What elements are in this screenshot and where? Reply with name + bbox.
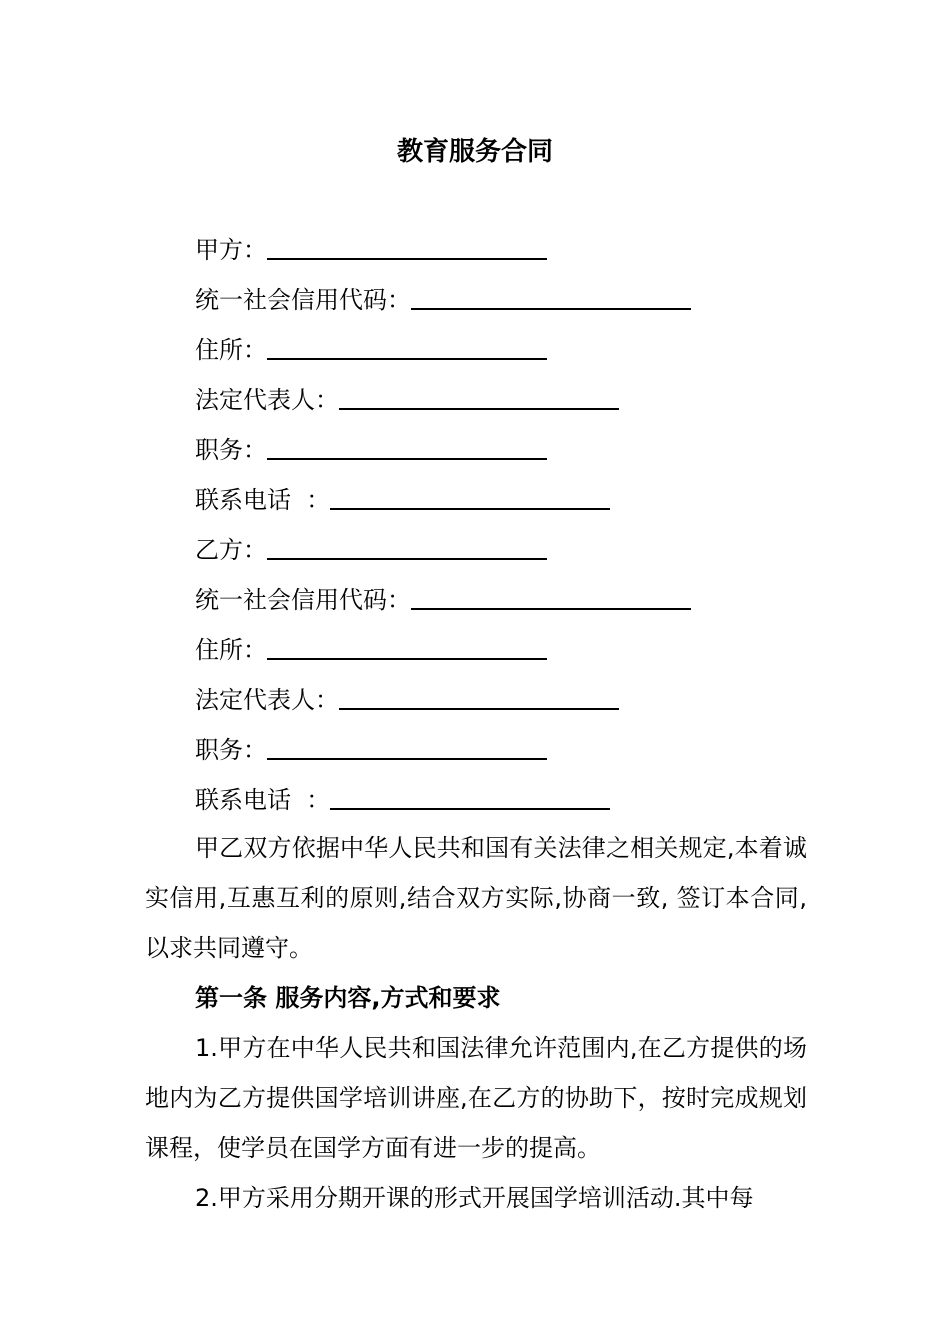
party-a-address-label: 住所： (195, 336, 267, 364)
party-a-credit-code-field (195, 280, 691, 320)
party-a-name-label: 甲方： (195, 236, 267, 264)
party-b-position-label: 职务： (195, 736, 267, 764)
party-b-credit-code-label: 统一社会信用代码： (195, 586, 411, 614)
party-a-position-field (195, 430, 547, 470)
article-1-item-2: 2.甲方采用分期开课的形式开展国学培训活动.其中每 (195, 1184, 754, 1212)
party-a-credit-code-blank[interactable] (411, 280, 691, 310)
party-a-name-blank[interactable] (267, 230, 547, 260)
party-b-legal-rep-blank[interactable] (339, 680, 619, 710)
party-b-position-blank[interactable] (267, 730, 547, 760)
party-b-address-field (195, 630, 547, 670)
party-a-phone-field (195, 480, 610, 520)
party-b-name-blank[interactable] (267, 530, 547, 560)
party-b-credit-code-blank[interactable] (411, 580, 691, 610)
party-b-position-field (195, 730, 547, 770)
party-b-phone-blank[interactable] (330, 780, 610, 810)
party-b-address-blank[interactable] (267, 630, 547, 660)
party-b-name-label: 乙方： (195, 536, 267, 564)
party-a-legal-rep-field (195, 380, 619, 420)
party-b-phone-label: 联系电话 ： (195, 786, 331, 814)
party-b-phone-field (195, 780, 610, 820)
party-a-address-blank[interactable] (267, 330, 547, 360)
party-a-position-blank[interactable] (267, 430, 547, 460)
party-a-credit-code-label: 统一社会信用代码： (195, 286, 411, 314)
document-title: 教育服务合同 (396, 137, 553, 167)
party-a-legal-rep-blank[interactable] (339, 380, 619, 410)
article-1-item-1: 1.甲方在中华人民共和国法律允许范围内,在乙方提供的场地内为乙方提供国学培训讲座,在乙方的协助下，按时完成规划课程，使学员在国学方面有进一步的提高。 (145, 1034, 807, 1162)
party-b-address-label: 住所： (195, 636, 267, 664)
party-b-legal-rep-field (195, 680, 619, 720)
party-a-address-field (195, 330, 547, 370)
party-b-legal-rep-label: 法定代表人： (195, 686, 339, 714)
preamble-paragraph: 甲乙双方依据中华人民共和国有关法律之相关规定,本着诚实信用,互惠互利的原则,结合双方实际,协商一致, 签订本合同,以求共同遵守。 (145, 834, 807, 962)
party-a-position-label: 职务： (195, 436, 267, 464)
party-a-phone-blank[interactable] (330, 480, 610, 510)
party-a-legal-rep-label: 法定代表人： (195, 386, 339, 414)
article-1-heading: 第一条 服务内容,方式和要求 (195, 984, 501, 1012)
party-a-name-field (195, 230, 547, 270)
party-b-name-field (195, 530, 547, 570)
party-a-phone-label: 联系电话 ： (195, 486, 331, 514)
party-b-credit-code-field (195, 580, 691, 620)
